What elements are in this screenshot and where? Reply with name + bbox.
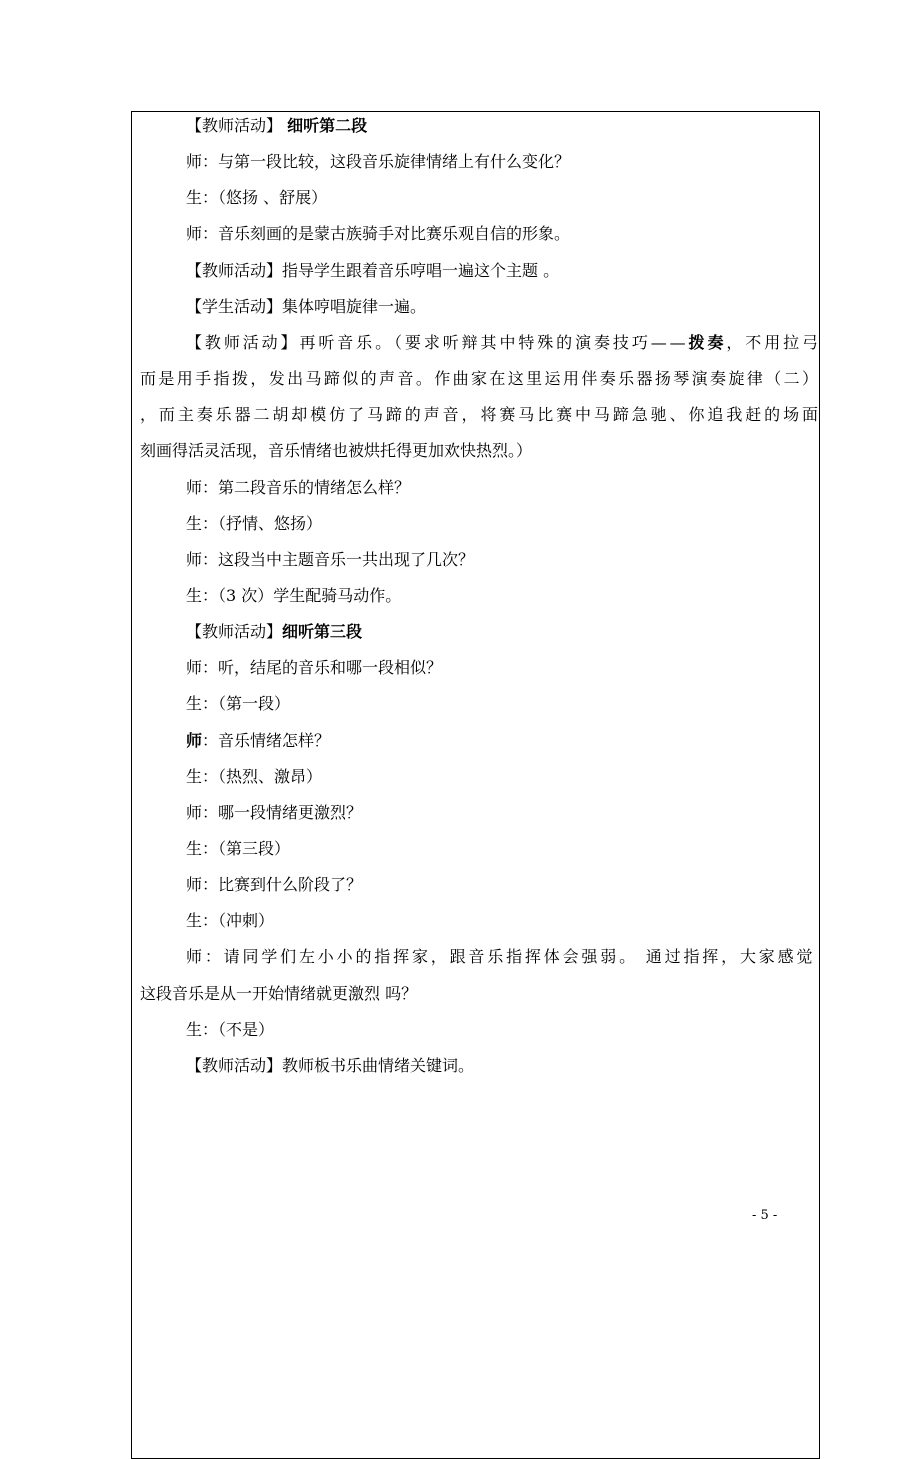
text-line — [186, 152, 570, 172]
text-span: ，而主奏乐器二胡却模仿了马蹄的声音，将赛马比赛中马蹄急驰、你追我赶的场面 — [140, 405, 821, 425]
text-span: 生：（第三段） — [186, 839, 291, 858]
text-line — [140, 405, 821, 425]
text-span: 【教师活动】 — [186, 622, 283, 642]
text-span: 生：（抒情、悠扬） — [186, 513, 323, 533]
text-span: 生：（第一段） — [186, 694, 291, 714]
text-span: 生：（冲刺） — [186, 911, 275, 931]
text-span: 【教师活动】 — [186, 116, 288, 135]
text-line — [186, 188, 327, 208]
text-line — [186, 550, 474, 570]
text-line — [186, 224, 570, 244]
text-span: 这段音乐是从一开始情绪就更激烈 吗？ — [140, 983, 418, 1003]
text-line — [186, 333, 821, 353]
text-span: ：音乐情绪怎样？ — [202, 730, 331, 750]
bold-text-span: 师 — [186, 730, 203, 750]
text-span: 师：请同学们左小小的指挥家，跟音乐指挥体会强弱。 通过指挥，大家感觉 — [186, 947, 816, 967]
text-line — [186, 586, 401, 606]
text-line — [186, 803, 362, 823]
text-line — [186, 731, 330, 751]
text-line — [186, 261, 559, 281]
text-line — [186, 839, 290, 859]
text-line — [186, 911, 274, 931]
text-span: 【教师活动】再听音乐。（要求听辩其中特殊的演奏技巧—— — [186, 332, 689, 352]
text-span: 【教师活动】指导学生跟着音乐哼唱一遍这个主题 。 — [186, 260, 560, 280]
text-line — [186, 875, 362, 895]
text-span: 刻画得活灵活现，音乐情绪也被烘托得更加欢快热烈。） — [140, 441, 533, 461]
text-line — [186, 116, 367, 136]
text-line — [186, 694, 290, 714]
text-line — [186, 478, 410, 498]
text-span: 生：（悠扬 、舒展） — [186, 188, 328, 208]
text-line — [140, 369, 820, 389]
text-span: 而是用手指拨，发出马蹄似的声音。作曲家在这里运用伴奏乐器扬琴演奏旋律（二） — [140, 369, 821, 389]
text-span: 生：（不是） — [186, 1019, 275, 1039]
text-line — [186, 1020, 274, 1040]
bold-text-span: 细听第三段 — [282, 622, 363, 642]
text-line — [186, 1056, 474, 1076]
text-span: 师：哪一段情绪更激烈？ — [186, 802, 363, 822]
text-span: 生：（3 次）学生配骑马动作。 — [186, 585, 402, 605]
text-line — [186, 947, 815, 967]
text-line — [186, 767, 322, 787]
text-line — [186, 514, 322, 534]
text-span: 师：与第一段比较，这段音乐旋律情绪上有什么变化？ — [186, 152, 571, 172]
page-number: - 5 - — [752, 1208, 778, 1223]
bold-text-span: 拨奏 — [688, 332, 727, 352]
text-line — [186, 297, 426, 317]
text-span: 师：音乐刻画的是蒙古族骑手对比赛乐观自信的形象。 — [186, 224, 571, 244]
text-line — [140, 984, 417, 1004]
text-span: 【教师活动】教师板书乐曲情绪关键词。 — [186, 1055, 475, 1075]
text-span: ，不用拉弓 — [726, 332, 821, 352]
text-line — [140, 441, 532, 461]
text-span: 【学生活动】集体哼唱旋律一遍。 — [186, 296, 427, 316]
text-span: 生：（热烈、激昂） — [186, 766, 323, 786]
text-span: 师：比赛到什么阶段了？ — [186, 875, 363, 895]
bold-text-span: 细听第二段 — [287, 116, 368, 135]
text-line — [186, 622, 362, 642]
text-span: 师：第二段音乐的情绪怎么样？ — [186, 477, 411, 497]
text-span: 师：听，结尾的音乐和哪一段相似？ — [186, 658, 443, 678]
text-line — [186, 658, 442, 678]
text-span: 师：这段当中主题音乐一共出现了几次？ — [186, 549, 475, 569]
